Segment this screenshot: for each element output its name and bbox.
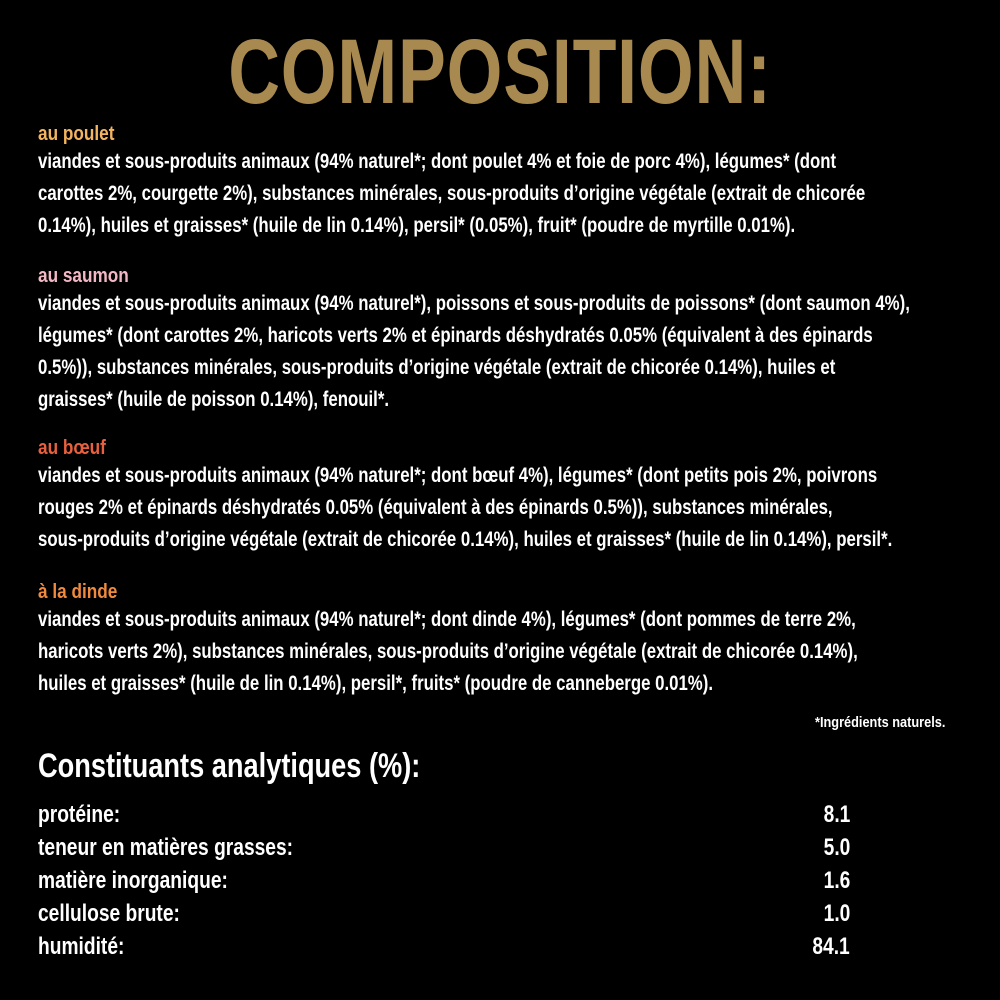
- flavor-section-poulet: [38, 122, 968, 242]
- analytic-value: 84.1: [812, 933, 850, 960]
- analytic-row-moisture: [38, 930, 850, 963]
- analytic-row-protein: [38, 798, 850, 831]
- analytic-heading: Constituants analytiques (%):: [38, 747, 421, 785]
- analytic-value: 5.0: [823, 834, 850, 861]
- analytic-label: cellulose brute:: [38, 900, 180, 927]
- footnote: *Ingrédients naturels.: [814, 714, 945, 731]
- flavor-composition-poulet: viandes et sous-produits animaux (94% naturel*; dont poulet 4% et foie de porc 4%), légumes* (dont carottes 2%, courgette 2%), substances minérales, sous-produits d’origine végétale (extrait de chicorée 0.14%), huiles et graisses* (huile de lin 0.14%), persil* (0.05%), fruit* (poudre de myrtille 0.01%).: [38, 150, 866, 237]
- analytic-row-inorganic: [38, 864, 850, 897]
- flavor-section-dinde: [38, 580, 968, 700]
- flavor-section-boeuf: [38, 436, 968, 556]
- flavor-composition-boeuf: viandes et sous-produits animaux (94% naturel*; dont bœuf 4%), légumes* (dont petits pois 2%, poivrons rouges 2% et épinards déshydratés 0.05% (équivalent à des épinards 0.5%)), substances minérales, sous-produits d’origine végétale (extrait de chicorée 0.14%), huiles et graisses* (huile de lin 0.14%), persil*.: [38, 464, 893, 551]
- page-title: COMPOSITION:: [228, 21, 772, 123]
- analytic-label: humidité:: [38, 933, 125, 960]
- flavor-name-poulet: au poulet: [38, 123, 115, 145]
- flavor-name-boeuf: au bœuf: [38, 437, 106, 459]
- flavor-section-saumon: [38, 264, 968, 416]
- flavor-composition-dinde: viandes et sous-produits animaux (94% naturel*; dont dinde 4%), légumes* (dont pommes de terre 2%, haricots verts 2%), substances minérales, sous-produits d’origine végétale (extrait de chicorée 0.14%), huiles et graisses* (huile de lin 0.14%), persil*, fruits* (poudre de canneberge 0.01%).: [38, 608, 858, 695]
- analytic-label: teneur en matières grasses:: [38, 834, 294, 861]
- flavor-name-dinde: à la dinde: [38, 581, 118, 603]
- flavor-composition-saumon: viandes et sous-produits animaux (94% naturel*), poissons et sous-produits de poissons* (dont saumon 4%), légumes* (dont carottes 2%, haricots verts 2% et épinards déshydratés 0.05% (équivalent à des épinards 0.5%)), substances minérales, sous-produits d’origine végétale (extrait de chicorée 0.14%), huiles et graisses* (huile de poisson 0.14%), fenouil*.: [38, 292, 910, 411]
- analytic-value: 8.1: [823, 801, 850, 828]
- analytic-table: [38, 798, 850, 963]
- analytic-value: 1.6: [823, 867, 850, 894]
- analytic-label: protéine:: [38, 801, 121, 828]
- analytic-row-fat: [38, 831, 850, 864]
- analytic-value: 1.0: [823, 900, 850, 927]
- flavor-name-saumon: au saumon: [38, 265, 129, 287]
- analytic-label: matière inorganique:: [38, 867, 228, 894]
- analytic-row-fiber: [38, 897, 850, 930]
